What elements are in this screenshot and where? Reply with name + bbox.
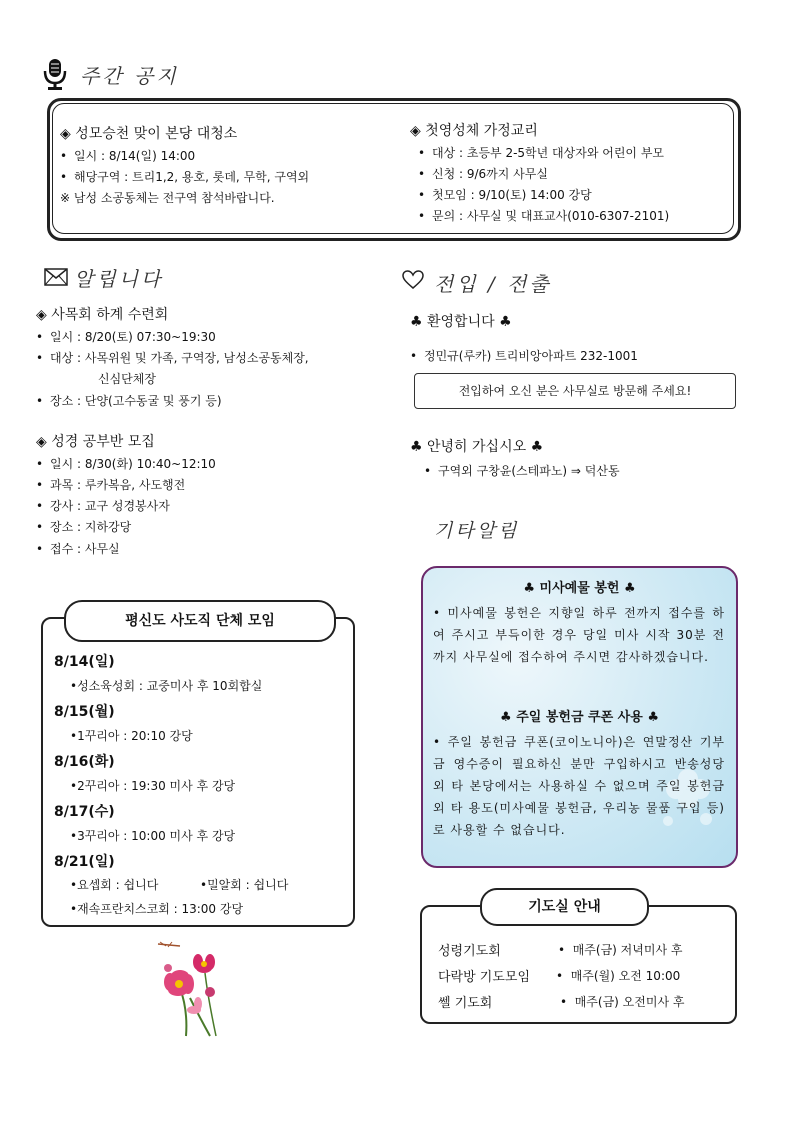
lay-meeting-title: 평신도 사도직 단체 모임 (125, 613, 275, 629)
meeting-date: 8/16(화) (54, 754, 115, 770)
welcome-notice-text: 전입하여 오신 분은 사무실로 방문해 주세요! (458, 384, 692, 398)
weekly-right-heading: ◈ 첫영성체 가정교리 (410, 123, 538, 139)
meeting-date: 8/17(수) (54, 804, 115, 820)
announcements-title: 알립니다 (74, 267, 164, 291)
list-item: • 신청 : 9/6까지 사무실 (418, 167, 548, 181)
cosmos-flower-illustration (150, 938, 234, 1041)
meeting-item: •3꾸리아 : 10:00 미사 후 강당 (70, 829, 236, 843)
weekly-notice-title: 주간 공지 (80, 64, 179, 88)
list-item: • 대상 : 초등부 2-5학년 대상자와 어린이 부모 (418, 146, 665, 160)
list-item: • 장소 : 단양(고수동굴 및 풍기 등) (36, 394, 222, 408)
weekly-left-heading: ◈ 성모승천 맞이 본당 대청소 (60, 126, 238, 142)
prayer-group-name: 쎌 기도회 (438, 996, 493, 1011)
list-item: • 장소 : 지하강당 (36, 520, 132, 534)
envelope-icon (44, 268, 68, 289)
meeting-item: •재속프란치스코회 : 13:00 강당 (70, 902, 244, 916)
list-item: • 과목 : 루카복음, 사도행전 (36, 478, 186, 492)
coupon-title: ♣ 주일 봉헌금 쿠폰 사용 ♣ (500, 710, 659, 725)
coupon-text: • 주일 봉헌금 쿠폰(코이노니아)은 연말정산 기부금 영수증이 필요하신 분만 구입하시고 반송성당 외 타 본당에서는 사용하실 수 없으며 주일 봉헌금 외 타 용도(미사예물 봉헌금, 우리농 물품 구입 등)로 사용할 수 없습니다. (433, 735, 725, 837)
heart-icon (402, 270, 424, 293)
other-notice-box (421, 566, 738, 868)
list-item: • 일시 : 8/30(화) 10:40~12:10 (36, 457, 216, 471)
microphone-icon (42, 57, 68, 94)
meeting-item: •2꾸리아 : 19:30 미사 후 강당 (70, 779, 236, 793)
list-item-continuation: 신심단체장 (98, 372, 156, 386)
section-heading: ◈ 성경 공부반 모집 (36, 434, 155, 450)
list-item: • 문의 : 사무실 및 대표교사(010-6307-2101) (418, 209, 670, 223)
weekly-left-note: ※ 남성 소공동체는 전구역 참석바랍니다. (60, 191, 275, 205)
transfers-title: 전입 / 전출 (434, 272, 552, 296)
list-item: • 접수 : 사무실 (36, 542, 120, 556)
mass-offering-title: ♣ 미사예물 봉헌 ♣ (523, 581, 636, 596)
list-item: • 대상 : 사목위원 및 가족, 구역장, 남성소공동체장, (36, 351, 309, 365)
meeting-item: •밀알회 : 쉽니다 (200, 878, 289, 892)
farewell-heading: ♣ 안녕히 가십시오 ♣ (410, 439, 544, 455)
other-title: 기타알림 (434, 520, 520, 542)
list-item: • 구역외 구창윤(스테파노) ⇒ 덕산동 (424, 464, 620, 478)
mass-offering-text: • 미사예물 봉헌은 지향일 하루 전까지 접수를 하여 주시고 부득이한 경우 당일 미사 시작 30분 전까지 사무실에 접수하여 주시면 감사하겠습니다. (433, 606, 725, 664)
meeting-item: •요셉회 : 쉽니다 (70, 878, 159, 892)
section-heading: ◈ 사목회 하계 수련회 (36, 307, 169, 323)
meeting-date: 8/14(일) (54, 654, 115, 670)
meeting-item: •성소육성회 : 교중미사 후 10회합실 (70, 679, 263, 693)
prayer-group-name: 다락방 기도모임 (438, 970, 531, 985)
list-item: • 일시 : 8/14(일) 14:00 (60, 149, 196, 163)
list-item: • 해당구역 : 트리1,2, 용호, 롯데, 무학, 구역외 (60, 170, 310, 184)
meeting-date: 8/21(일) (54, 854, 115, 870)
prayer-group-time: • 매주(월) 오전 10:00 (556, 969, 681, 983)
prayer-group-time: • 매주(금) 저녁미사 후 (558, 943, 683, 957)
prayer-room-title: 기도실 안내 (528, 899, 601, 915)
prayer-group-name: 성령기도회 (438, 944, 501, 959)
meeting-date: 8/15(월) (54, 704, 115, 720)
list-item: • 정민규(루카) 트리비앙아파트 232-1001 (410, 349, 638, 363)
list-item: • 첫모임 : 9/10(토) 14:00 강당 (418, 188, 592, 202)
prayer-group-time: • 매주(금) 오전미사 후 (560, 995, 685, 1009)
meeting-item: •1꾸리아 : 20:10 강당 (70, 729, 193, 743)
list-item: • 강사 : 교구 성경봉사자 (36, 499, 170, 513)
welcome-heading: ♣ 환영합니다 ♣ (410, 314, 512, 330)
list-item: • 일시 : 8/20(토) 07:30~19:30 (36, 330, 216, 344)
